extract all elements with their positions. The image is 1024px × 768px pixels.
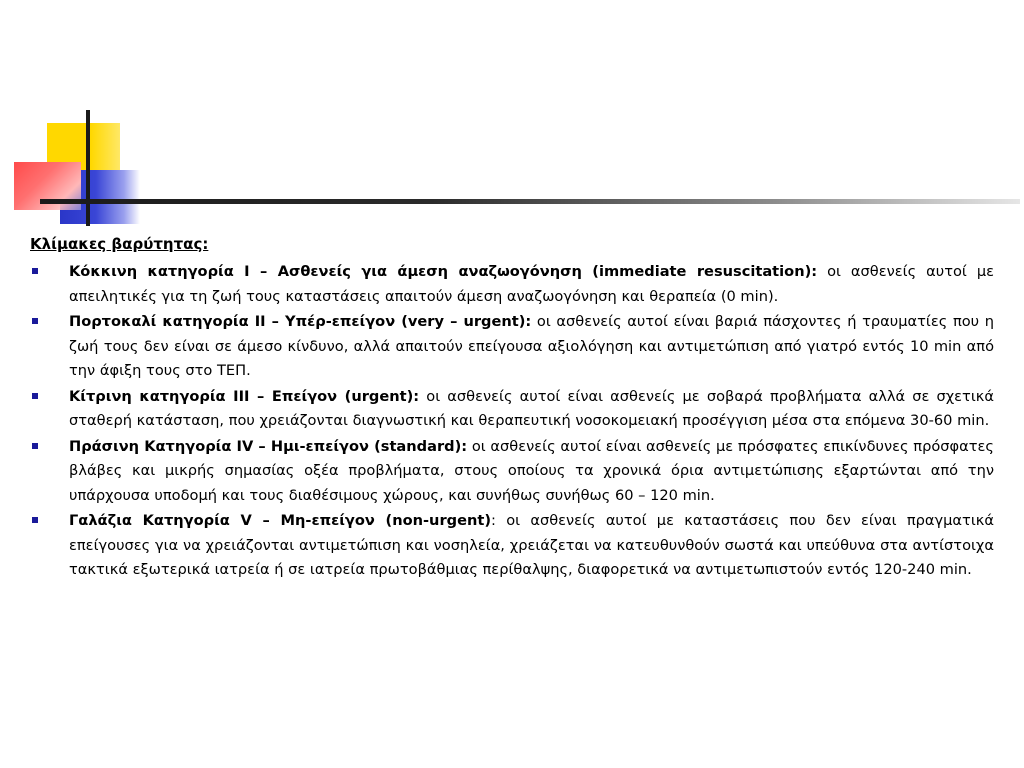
slide-body xyxy=(30,232,994,584)
item-text: οι ασθενείς αυτοί είναι βαριά πάσχοντες ή τραυματίες που η ζωή τους δεν είναι σε άμεσο κίνδυνο, αλλά απαιτούν επείγουσα αξιολόγηση και αντιμετώπιση από γιατρό εντός 10 min από την άφιξη τους στο ΤΕΠ. xyxy=(69,313,994,379)
square-bullet-icon xyxy=(32,268,38,274)
square-bullet-icon xyxy=(32,393,38,399)
horizontal-rule xyxy=(40,199,1020,204)
item-text: οι ασθενείς αυτοί είναι ασθενείς με σοβαρά προβλήματα αλλά σε σχετικά σταθερή κατάσταση, που χρειάζονται διαγνωστική και θεραπευτική νοσοκομειακή προσέγγιση μέσα στα επόμενα 30-60 min. xyxy=(69,387,994,429)
item-title: Κίτρινη κατηγορία III – Επείγον (urgent): xyxy=(69,387,420,405)
list-item-green xyxy=(30,435,994,509)
square-bullet-icon xyxy=(32,443,38,449)
square-bullet-icon xyxy=(32,517,38,523)
item-text: οι ασθενείς αυτοί είναι ασθενείς με πρόσφατες επικίνδυνες πρόσφατες βλάβες και μικρής σημασίας οξέα προβλήματα, στους οποίους τα χρονικά όρια αντιμετώπισης εξαρτώνται από την υπάρχουσα υποδομή και τους διαθέσιμους χώρους, και συνήθως συνήθως 60 – 120 min. xyxy=(69,437,994,504)
list-item-orange xyxy=(30,310,994,384)
item-title: Γαλάζια Κατηγορία V – Μη-επείγον (non-urgent) xyxy=(69,512,492,529)
section-heading: Κλίμακες βαρύτητας: xyxy=(30,235,209,253)
vertical-rule xyxy=(86,110,90,226)
list-item-blue xyxy=(30,509,994,583)
item-text: : οι ασθενείς αυτοί με καταστάσεις που δεν είναι πραγματικά επείγουσες για να χρειάζονται αντιμετώπιση και νοσηλεία, χρειάζεται να κατευθυνθούν σωστά και υπεύθυνα στα αντίστοιχα τακτικά εξωτερικά ιατρεία ή σε ιατρεία πρωτοβάθμιας περίθαλψης, διαφορετικά να αντιμετωπιστούν εντός 120-240 min. xyxy=(69,512,994,578)
item-title: Κόκκινη κατηγορία I – Ασθενείς για άμεση αναζωογόνηση (immediate resuscitation): xyxy=(69,263,818,280)
item-title: Πορτοκαλί κατηγορία II – Υπέρ-επείγον (very – urgent): xyxy=(69,313,532,330)
list-item-yellow xyxy=(30,385,994,434)
decorative-header-graphic xyxy=(0,0,1024,240)
item-text: οι ασθενείς αυτοί με απειλητικές για τη ζωή τους καταστάσεις απαιτούν άμεση αναζωογόνηση και θεραπεία (0 min). xyxy=(69,263,994,305)
square-bullet-icon xyxy=(32,318,38,324)
item-title: Πράσινη Κατηγορία IV – Ημι-επείγον (standard): xyxy=(69,437,468,455)
severity-list xyxy=(30,260,994,583)
list-item-red xyxy=(30,260,994,309)
